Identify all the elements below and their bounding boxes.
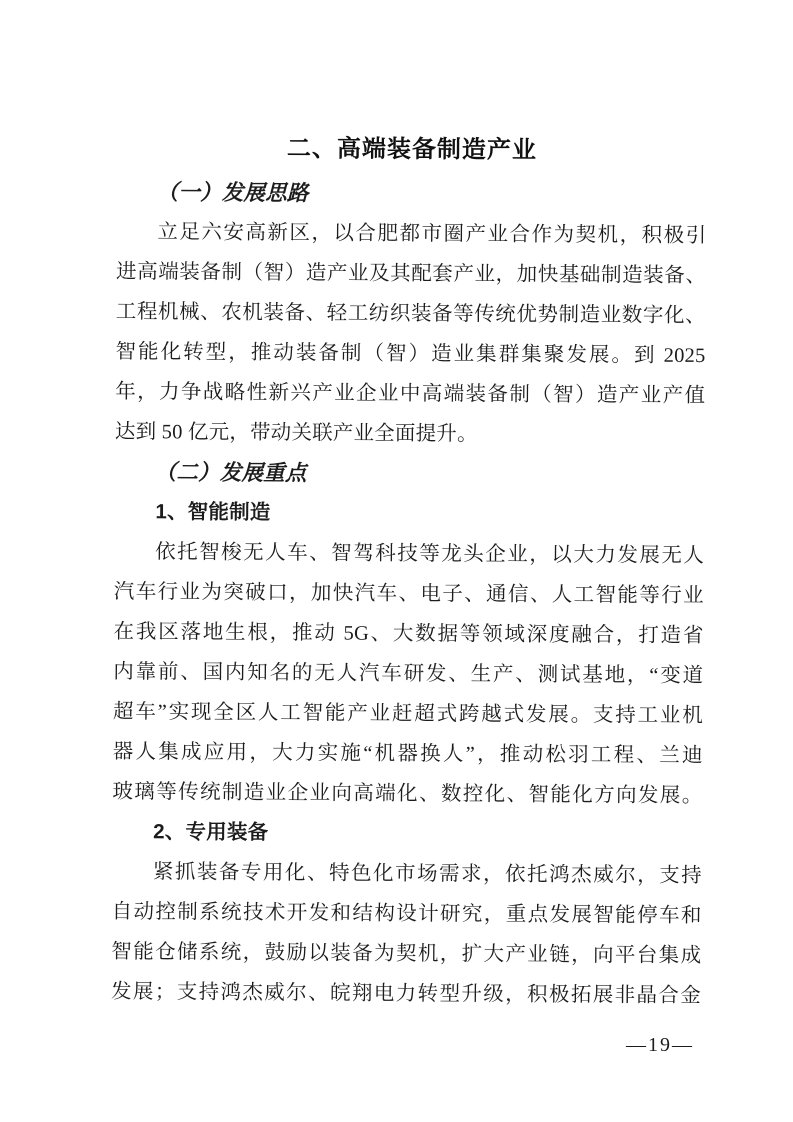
body-text-line: 在我区落地生根，推动 5G、大数据等领域深度融合，打造省 [113,620,704,648]
body-text-line: 达到 50 亿元，带动关联产业全面提升。 [114,420,478,446]
body-text-line: 立足六安高新区，以合肥都市圈产业合作为契机，积极引 [157,221,707,248]
body-text-line: 超车”实现全区人工智能产业赶超式跨越式发展。支持工业机 [112,700,704,728]
body-text-line: 进高端装备制（智）造产业及其配套产业，加快基础制造装备、 [116,260,707,288]
body-text-line: 紧抓装备专用化、特色化市场需求，依托鸿杰威尔，支持 [152,861,702,888]
section-heading: （一）发展思路 [156,180,309,206]
body-text-line: 智能化转型，推动装备制（智）造业集群集聚发展。到 2025 [115,340,706,368]
subsection-heading: 1、智能制造 [155,500,271,525]
body-text-line: 汽车行业为突破口，加快汽车、电子、通信、人工智能等行业 [113,580,704,608]
section-heading: （二）发展重点 [154,460,307,486]
body-text-line: 发展；支持鸿杰威尔、皖翔电力转型升级，积极拓展非晶合金 [110,980,702,1008]
page-number: —19— [626,1034,694,1056]
body-text-line: 自动控制系统技术开发和结构设计研究，重点发展智能停车和 [111,900,702,928]
body-text-line: 年，力争战略性新兴产业企业中高端装备制（智）造产业产值 [115,380,706,408]
body-text-line: 依托智梭无人车、智驾科技等龙头企业，以大力发展无人 [155,541,705,568]
subsection-heading: 2、专用装备 [153,820,269,845]
body-text-line: 智能仓储系统，鼓励以装备为契机，扩大产业链，向平台集成 [111,940,702,968]
body-text-line: 工程机械、农机装备、轻工纺织装备等传统优势制造业数字化、 [115,300,706,328]
body-text-line: 内靠前、国内知名的无人汽车研发、生产、测试基地，“变道 [113,660,704,688]
document-title: 二、高端装备制造产业 [286,135,538,164]
body-text-line: 玻璃等传统制造业企业向高端化、数控化、智能化方向发展。 [112,780,703,808]
body-text-line: 器人集成应用，大力实施“机器换人”，推动松羽工程、兰迪 [112,740,703,768]
document-content [111,128,707,1016]
